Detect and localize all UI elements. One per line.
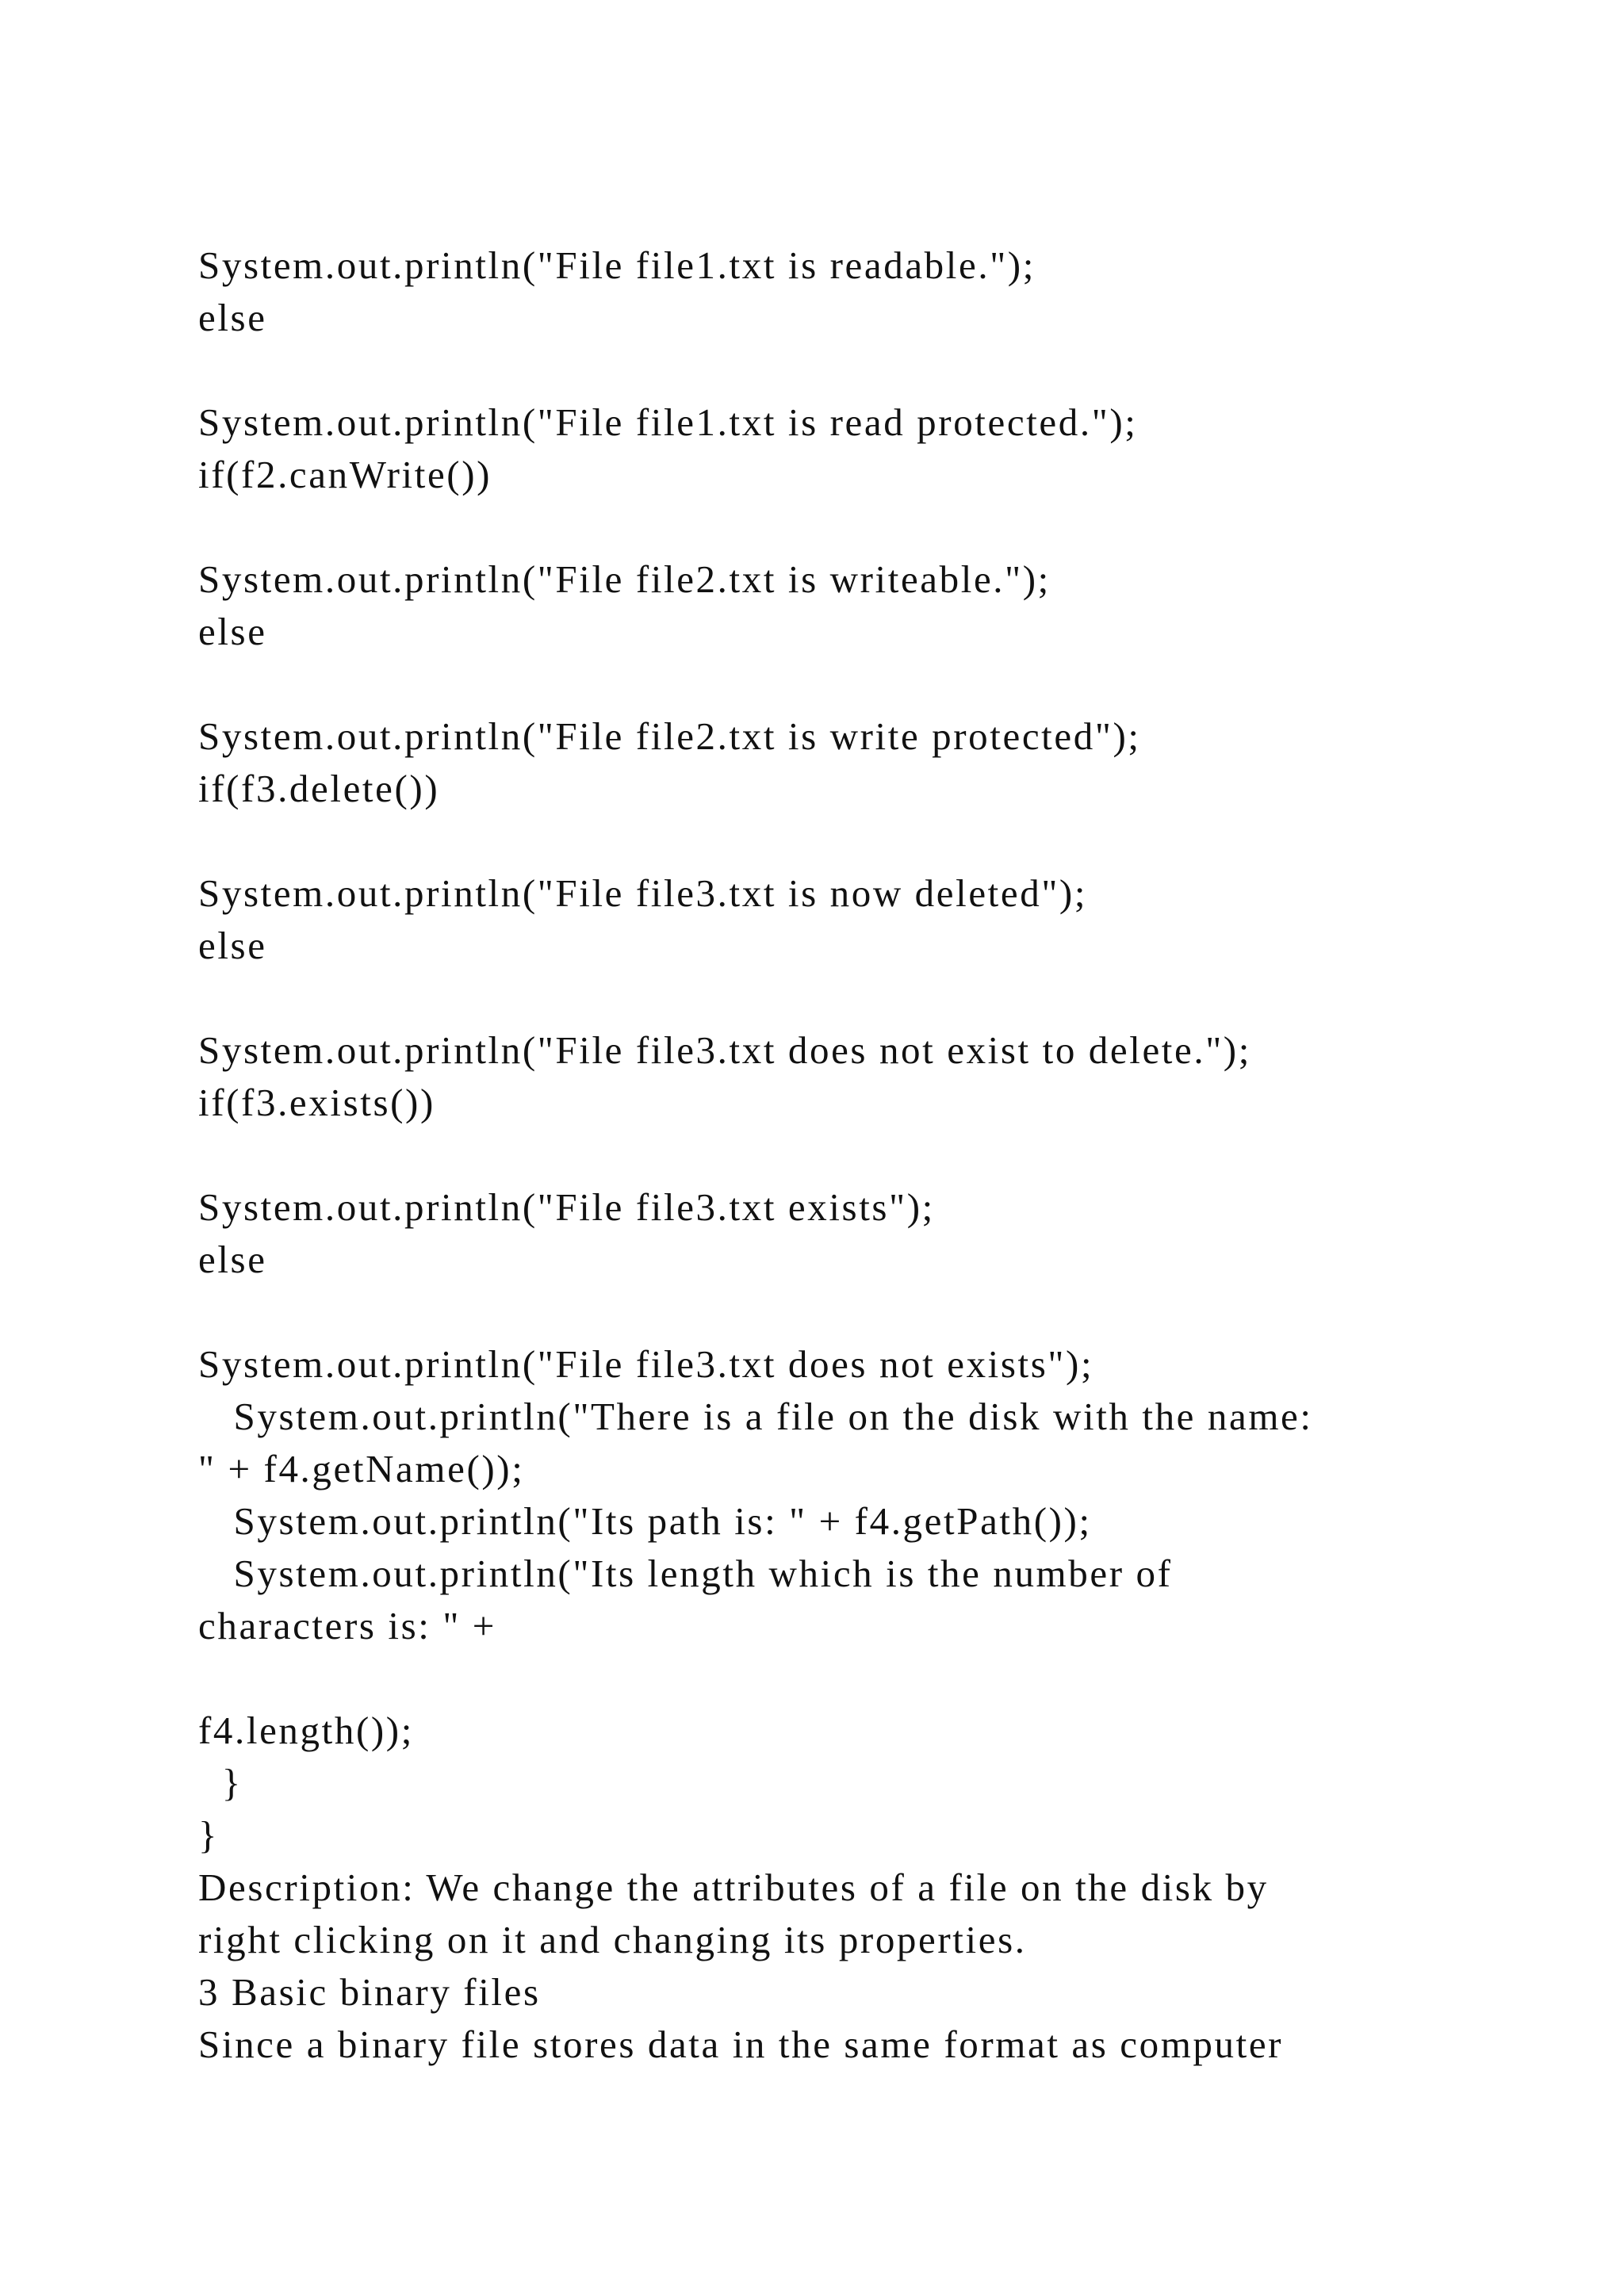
code-line: } bbox=[198, 1813, 220, 1857]
code-line: " + f4.getName()); bbox=[198, 1447, 525, 1490]
code-line: System.out.println("File file3.txt exists"); bbox=[198, 1185, 935, 1229]
code-line: } bbox=[198, 1761, 243, 1804]
code-line: System.out.println("File file3.txt is now deleted"); bbox=[198, 871, 1088, 915]
code-line: else bbox=[198, 924, 267, 967]
code-line: System.out.println("Its path is: " + f4.getPath()); bbox=[198, 1499, 1092, 1543]
code-line: characters is: " + bbox=[198, 1604, 497, 1647]
code-line: System.out.println("File file3.txt does not exists"); bbox=[198, 1342, 1094, 1386]
code-line: System.out.println("File file1.txt is read protected."); bbox=[198, 400, 1138, 444]
paragraph-line: Description: We change the attributes of a file on the disk by bbox=[198, 1866, 1269, 1909]
code-line: else bbox=[198, 296, 267, 339]
code-line: System.out.println("File file1.txt is readable."); bbox=[198, 243, 1036, 287]
paragraph-line: Since a binary file stores data in the same format as computer bbox=[198, 2022, 1284, 2066]
code-line: System.out.println("File file2.txt is writeable."); bbox=[198, 557, 1051, 601]
code-line: if(f3.delete()) bbox=[198, 767, 440, 810]
code-line: System.out.println("There is a file on the disk with the name: bbox=[198, 1395, 1313, 1438]
code-line: if(f2.canWrite()) bbox=[198, 453, 492, 496]
code-line: if(f3.exists()) bbox=[198, 1081, 435, 1124]
code-line: else bbox=[198, 1238, 267, 1281]
paragraph-line: right clicking on it and changing its properties. bbox=[198, 1918, 1027, 1961]
code-line: System.out.println("Its length which is the number of bbox=[198, 1552, 1173, 1595]
section-heading: 3 Basic binary files bbox=[198, 1970, 541, 2014]
code-line: System.out.println("File file3.txt does not exist to delete."); bbox=[198, 1028, 1251, 1072]
code-line: System.out.println("File file2.txt is write protected"); bbox=[198, 714, 1141, 758]
code-line: f4.length()); bbox=[198, 1709, 414, 1752]
code-line: else bbox=[198, 610, 267, 653]
